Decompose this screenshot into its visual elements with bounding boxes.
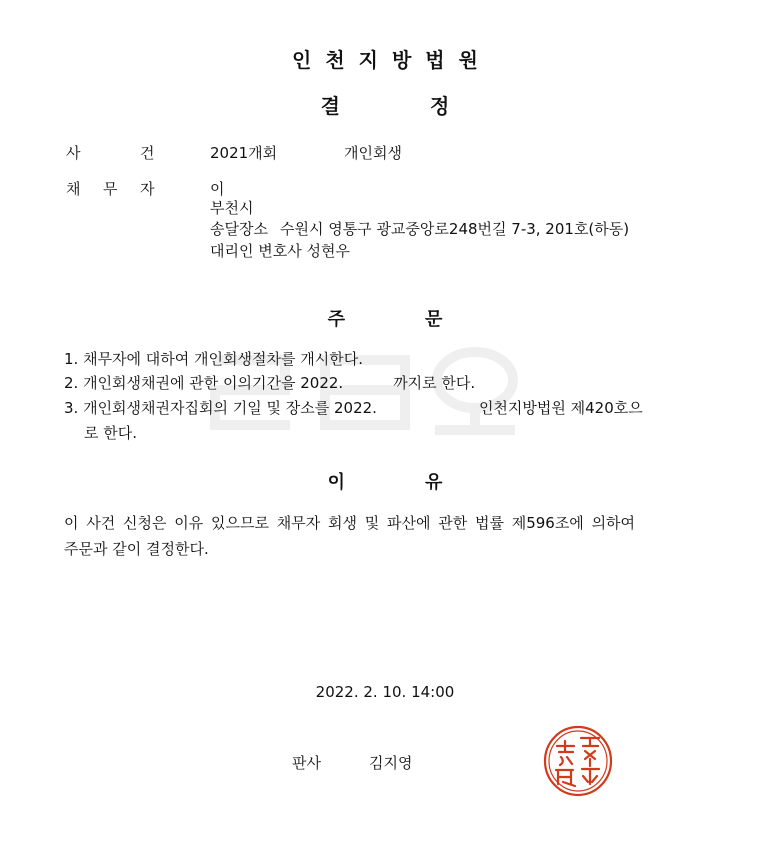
debtor-label-part2: 무 [103, 180, 118, 198]
delivery-line [210, 218, 629, 240]
order-item-3-continuation: 로 한다. [84, 424, 138, 442]
debtor-agent: 대리인 변호사 성현우 [210, 242, 350, 260]
court-name: 인천지방법원 [292, 48, 492, 72]
judge-title: 판사 [292, 754, 321, 772]
judge-seal [541, 724, 615, 798]
order-item-1: 1. 채무자에 대하여 개인회생절차를 개시한다. [64, 350, 363, 368]
debtor-label-part1: 채 [66, 180, 81, 198]
document-title: 결정 [320, 94, 540, 118]
order-item-3-end: 인천지방법원 제420호으 [478, 399, 643, 417]
reason-line-1: 이 사건 신청은 이유 있으므로 채무자 회생 및 파산에 관한 법률 제596조에 의하여 [64, 514, 636, 532]
reason-section-title: 이유 [327, 472, 523, 493]
debtor-name: 이 [210, 180, 225, 198]
case-type: 개인회생 [344, 144, 402, 162]
case-label-part2: 건 [140, 144, 155, 162]
debtor-address: 부천시 [210, 199, 254, 217]
debtor-label-part3: 자 [140, 180, 155, 198]
delivery-address: 수원시 영통구 광교중앙로248번길 7-3, 201호(하동) [279, 220, 630, 238]
order-item-2-end: 까지로 한다. [393, 374, 476, 392]
order-item-3-start: 3. 개인회생채권자집회의 기일 및 장소를 2022. [64, 399, 377, 417]
decision-date: 2022. 2. 10. 14:00 [315, 683, 455, 701]
order-item-2-start: 2. 개인회생채권에 관한 이의기간을 2022. [64, 374, 344, 392]
order-item-3 [64, 397, 643, 419]
judge-name: 김지영 [368, 754, 413, 772]
reason-line-2: 주문과 같이 결정한다. [64, 540, 209, 558]
order-section-title: 주문 [327, 309, 523, 330]
case-label-part1: 사 [66, 144, 81, 162]
order-item-2 [64, 372, 475, 394]
delivery-label: 송달장소 [210, 220, 268, 238]
case-number: 2021개회 [210, 144, 278, 162]
judge-signature-line [292, 752, 412, 773]
